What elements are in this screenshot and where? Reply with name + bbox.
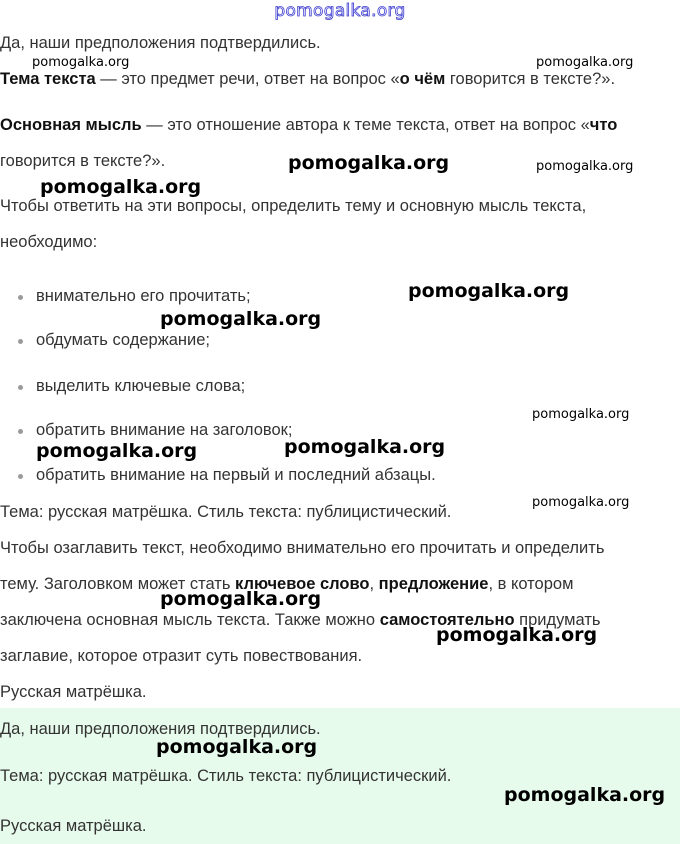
title-para-line-3: заключена основная мысль текста. Также можно самостоятельно придумать [0, 611, 601, 629]
answer-title: Русская матрёшка. [0, 817, 147, 835]
definition-main-idea-cont: говорится в тексте?». [0, 152, 166, 170]
bullet-icon [18, 385, 23, 390]
watermark: pomogalka.org [536, 55, 634, 70]
watermark: pomogalka.org [160, 308, 322, 330]
answer-confirmation: Да, наши предположения подтвердились. [0, 720, 321, 738]
definition-theme: Тема текста — это предмет речи, ответ на вопрос «о чём говорится в тексте?». [0, 70, 616, 88]
list-item: обратить внимание на первый и последний абзацы. [36, 466, 436, 484]
list-item: обдумать содержание; [36, 331, 211, 349]
watermark: pomogalka.org [436, 624, 598, 646]
watermark: pomogalka.org [156, 736, 318, 758]
list-item: выделить ключевые слова; [36, 377, 246, 395]
bullet-icon [18, 339, 23, 344]
answer-box [0, 708, 680, 844]
title-answer: Русская матрёшка. [0, 683, 147, 701]
site-logo[interactable]: pomogalka.org [274, 1, 406, 21]
list-item: обратить внимание на заголовок; [36, 421, 293, 439]
list-item: внимательно его прочитать; [36, 287, 251, 305]
watermark: pomogalka.org [504, 784, 666, 806]
term-main-idea: Основная мысль [0, 116, 142, 134]
paragraph-confirmation: Да, наши предположения подтвердились. [0, 34, 321, 52]
watermark: pomogalka.org [36, 440, 198, 462]
bullet-icon [18, 429, 23, 434]
bullet-icon [18, 474, 23, 479]
watermark: pomogalka.org [536, 159, 634, 174]
bullet-icon [18, 295, 23, 300]
term-theme: Тема текста [0, 70, 96, 88]
theme-style: Тема: русская матрёшка. Стиль текста: публицистический. [0, 503, 452, 521]
watermark: pomogalka.org [288, 152, 450, 174]
title-para-line-2: тему. Заголовком может стать ключевое слово, предложение, в котором [0, 575, 574, 593]
watermark: pomogalka.org [532, 495, 630, 510]
watermark: pomogalka.org [532, 407, 630, 422]
watermark: pomogalka.org [40, 176, 202, 198]
answer-theme-style: Тема: русская матрёшка. Стиль текста: публицистический. [0, 767, 452, 785]
intro-line-1: Чтобы ответить на эти вопросы, определить тему и основную мысль текста, [0, 197, 587, 215]
watermark: pomogalka.org [32, 55, 130, 70]
title-para-line-4: заглавие, которое отразит суть повествования. [0, 647, 363, 665]
intro-line-2: необходимо: [0, 233, 98, 251]
title-para-line-1: Чтобы озаглавить текст, необходимо внимательно его прочитать и определить [0, 539, 605, 557]
watermark: pomogalka.org [408, 280, 570, 302]
watermark: pomogalka.org [284, 436, 446, 458]
watermark: pomogalka.org [160, 588, 322, 610]
definition-main-idea: Основная мысль — это отношение автора к теме текста, ответ на вопрос «что [0, 116, 618, 134]
